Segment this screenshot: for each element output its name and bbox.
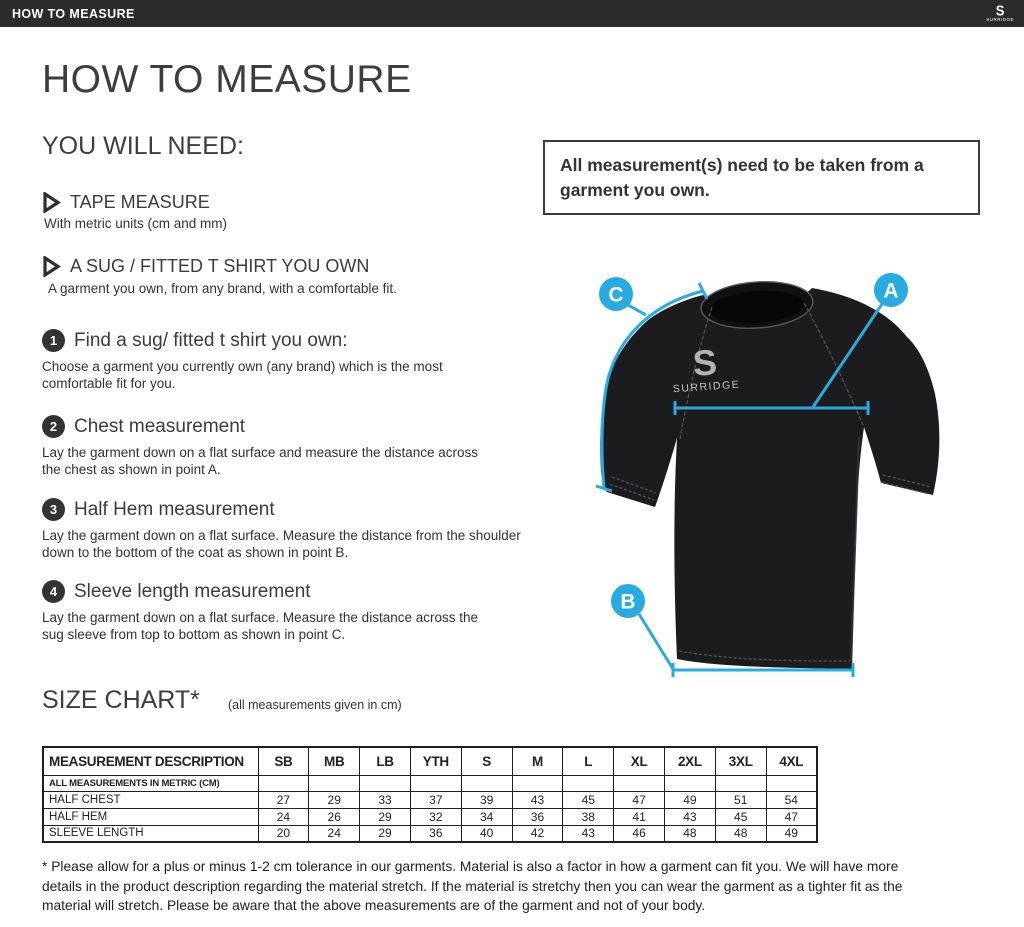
cell: 34 bbox=[461, 808, 512, 825]
cell: 46 bbox=[614, 825, 665, 842]
shirt-logo-text: SURRIDGE bbox=[672, 378, 741, 396]
need-item-title: TAPE MEASURE bbox=[70, 192, 210, 212]
top-bar bbox=[0, 0, 1024, 27]
step-description: Lay the garment down on a flat surface. Measure the distance from the shoulder down to the bottom of the coat as shown in point B. bbox=[42, 528, 521, 560]
cell: 54 bbox=[766, 791, 817, 808]
header-cell: M bbox=[512, 747, 563, 775]
step-description: Lay the garment down on a flat surface. Measure the distance across the sug sleeve from top to bottom as shown in point C. bbox=[42, 610, 478, 642]
c-pointer-line bbox=[628, 305, 646, 315]
page-title: HOW TO MEASURE bbox=[42, 58, 412, 101]
callout-a-label: A bbox=[883, 279, 899, 303]
row-label: SLEEVE LENGTH bbox=[43, 825, 258, 842]
triangle-bullet-icon bbox=[42, 256, 61, 277]
shirt-logo-mark: S bbox=[691, 341, 719, 384]
cell: 49 bbox=[665, 791, 716, 808]
cell: 36 bbox=[512, 808, 563, 825]
size-chart-heading: SIZE CHART* bbox=[42, 686, 200, 714]
cell: 33 bbox=[360, 791, 411, 808]
cell: 40 bbox=[461, 825, 512, 842]
callout-b-label: B bbox=[620, 590, 636, 614]
cell: 43 bbox=[665, 808, 716, 825]
cell: 45 bbox=[715, 808, 766, 825]
table-header-row bbox=[43, 747, 817, 775]
shirt-measure-diagram bbox=[560, 255, 1000, 695]
triangle-bullet-icon bbox=[42, 192, 61, 213]
cell: 42 bbox=[512, 825, 563, 842]
need-item-subtitle: With metric units (cm and mm) bbox=[44, 216, 228, 231]
cell: 37 bbox=[410, 791, 461, 808]
cell: 49 bbox=[766, 825, 817, 842]
cell: 45 bbox=[563, 791, 614, 808]
step-number-badge: 1 bbox=[42, 329, 65, 352]
table-row bbox=[43, 808, 817, 825]
step-title: Sleeve length measurement bbox=[74, 580, 311, 602]
row-label: HALF HEM bbox=[43, 808, 258, 825]
cell: 43 bbox=[512, 791, 563, 808]
step-3 bbox=[42, 498, 532, 561]
b-pointer-line bbox=[639, 614, 673, 669]
step-2 bbox=[42, 415, 494, 478]
top-bar-title: HOW TO MEASURE bbox=[12, 6, 135, 21]
surridge-logo-text: SURRIDGE bbox=[986, 17, 1014, 23]
cell: 39 bbox=[461, 791, 512, 808]
need-item-subtitle: A garment you own, from any brand, with a comfortable fit. bbox=[48, 281, 397, 296]
cell: 32 bbox=[410, 808, 461, 825]
footnote: * Please allow for a plus or minus 1-2 cm tolerance in our garments. Material is also a factor in how a garment can fit you. We will have more details in the product description regarding the material stretch. If the material is stretchy then you can wear the garment as a tighter fit as the material will stretch. Please be aware that the above measurements are of the garment and not of your body. bbox=[42, 859, 903, 913]
cell: 38 bbox=[563, 808, 614, 825]
table-metric-row bbox=[43, 775, 817, 791]
need-item-tshirt bbox=[42, 256, 397, 296]
cell: 29 bbox=[309, 791, 360, 808]
step-title: Find a sug/ fitted t shirt you own: bbox=[74, 329, 348, 351]
step-description: Choose a garment you currently own (any brand) which is the most comfortable fit for you. bbox=[42, 359, 443, 391]
header-cell: 4XL bbox=[766, 747, 817, 775]
header-cell: L bbox=[563, 747, 614, 775]
step-1 bbox=[42, 329, 474, 392]
cell: 43 bbox=[563, 825, 614, 842]
cell: 26 bbox=[309, 808, 360, 825]
callout-c-label: C bbox=[608, 283, 624, 307]
row-label: HALF CHEST bbox=[43, 791, 258, 808]
need-item-tape-measure bbox=[42, 192, 227, 231]
tshirt-silhouette bbox=[600, 288, 939, 669]
step-title: Chest measurement bbox=[74, 415, 246, 437]
surridge-logo bbox=[986, 4, 1014, 23]
cell: 48 bbox=[715, 825, 766, 842]
header-cell: MEASUREMENT DESCRIPTION bbox=[43, 747, 258, 775]
step-number-badge: 3 bbox=[42, 498, 65, 521]
step-title: Half Hem measurement bbox=[74, 498, 275, 520]
need-item-title: A SUG / FITTED T SHIRT YOU OWN bbox=[70, 256, 370, 276]
cell: 47 bbox=[766, 808, 817, 825]
header-cell: SB bbox=[258, 747, 309, 775]
note-box bbox=[543, 140, 980, 215]
header-cell: 3XL bbox=[715, 747, 766, 775]
header-cell: LB bbox=[360, 747, 411, 775]
surridge-logo-icon: S bbox=[995, 2, 1005, 20]
size-chart-subheading: (all measurements given in cm) bbox=[228, 698, 402, 712]
header-cell: YTH bbox=[410, 747, 461, 775]
step-number-badge: 2 bbox=[42, 415, 65, 438]
cell: 24 bbox=[258, 808, 309, 825]
header-cell: 2XL bbox=[665, 747, 716, 775]
cell: 36 bbox=[410, 825, 461, 842]
cell: 29 bbox=[360, 825, 411, 842]
cell: 20 bbox=[258, 825, 309, 842]
header-cell: XL bbox=[614, 747, 665, 775]
table-row bbox=[43, 825, 817, 842]
step-description: Lay the garment down on a flat surface and measure the distance across the chest as shown in point A. bbox=[42, 445, 479, 477]
cell: 24 bbox=[309, 825, 360, 842]
step-number-badge: 4 bbox=[42, 580, 65, 603]
note-box-text: All measurement(s) need to be taken from a garment you own. bbox=[560, 155, 924, 200]
size-chart-table bbox=[42, 746, 818, 843]
header-cell: S bbox=[461, 747, 512, 775]
cell: 27 bbox=[258, 791, 309, 808]
you-will-need-heading: YOU WILL NEED: bbox=[42, 132, 244, 160]
cell: 48 bbox=[665, 825, 716, 842]
metric-row-label: ALL MEASUREMENTS IN METRIC (CM) bbox=[43, 775, 258, 791]
cell: 51 bbox=[715, 791, 766, 808]
table-row bbox=[43, 791, 817, 808]
header-cell: MB bbox=[309, 747, 360, 775]
cell: 29 bbox=[360, 808, 411, 825]
cell: 47 bbox=[614, 791, 665, 808]
cell: 41 bbox=[614, 808, 665, 825]
step-4 bbox=[42, 580, 494, 643]
